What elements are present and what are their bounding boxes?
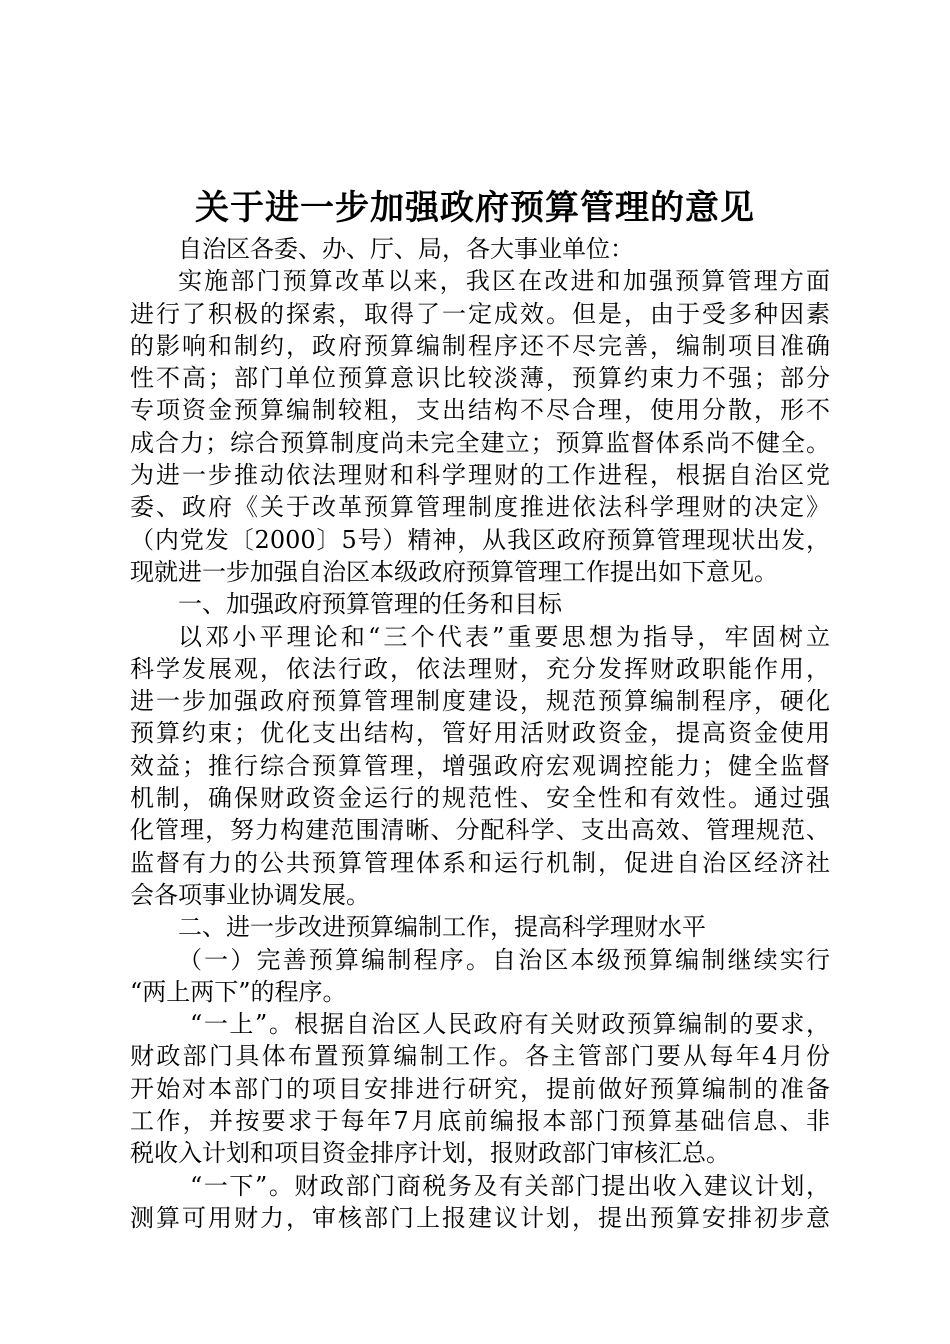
salutation-line: 自治区各委、办、厅、局，各大事业单位： xyxy=(178,235,634,263)
paragraph-line: 进行了积极的探索，取得了一定成效。但是，由于受多种因素 xyxy=(130,299,830,328)
paragraph-line: “一下”。财政部门商税务及有关部门提出收入建议计划， xyxy=(190,1171,830,1200)
document-body xyxy=(130,233,830,1234)
paragraph-line: 测算可用财力，审核部门上报建议计划，提出预算安排初步意 xyxy=(130,1203,830,1232)
paragraph-line: “两上两下”的程序。 xyxy=(130,977,347,1006)
section-heading: 二、进一步改进预算编制工作，提高科学理财水平 xyxy=(178,913,706,942)
paragraph-line: （内党发〔2000〕5号）精神，从我区政府预算管理现状出发， xyxy=(130,525,830,554)
paragraph-line: 税收入计划和项目资金排序计划，报财政部门审核汇总。 xyxy=(130,1139,730,1168)
paragraph-line: 开始对本部门的项目安排进行研究，提前做好预算编制的准备 xyxy=(130,1074,830,1103)
paragraph-line: 委、政府《关于改革预算管理制度推进依法科学理财的决定》 xyxy=(130,493,830,522)
paragraph-line: 专项资金预算编制较粗，支出结构不尽合理，使用分散，形不 xyxy=(130,396,830,425)
paragraph-line: 工作，并按要求于每年7月底前编报本部门预算基础信息、非 xyxy=(130,1107,830,1136)
paragraph-line: 监督有力的公共预算管理体系和运行机制，促进自治区经济社 xyxy=(130,848,830,877)
paragraph-line: 以邓小平理论和“三个代表”重要思想为指导，牢固树立 xyxy=(178,622,830,651)
paragraph-line: 科学发展观，依法行政，依法理财，充分发挥财政职能作用， xyxy=(130,654,830,683)
paragraph-line: 为进一步推动依法理财和科学理财的工作进程，根据自治区党 xyxy=(130,461,830,490)
paragraph-line: 成合力；综合预算制度尚未完全建立；预算监督体系尚不健全。 xyxy=(130,428,830,457)
paragraph-line: 机制，确保财政资金运行的规范性、安全性和有效性。通过强 xyxy=(130,784,830,813)
paragraph-line: 会各项事业协调发展。 xyxy=(130,880,370,909)
document-title: 关于进一步加强政府预算管理的意见 xyxy=(195,188,755,228)
paragraph-line: 实施部门预算改革以来，我区在改进和加强预算管理方面 xyxy=(178,267,830,296)
paragraph-line: 预算约束；优化支出结构，管好用活财政资金，提高资金使用 xyxy=(130,719,830,748)
paragraph-line: 性不高；部门单位预算意识比较淡薄，预算约束力不强；部分 xyxy=(130,364,830,393)
paragraph-line: （一）完善预算编制程序。自治区本级预算编制继续实行 xyxy=(178,945,830,974)
paragraph-line: “一上”。根据自治区人民政府有关财政预算编制的要求， xyxy=(190,1010,830,1039)
section-heading: 一、加强政府预算管理的任务和目标 xyxy=(178,590,562,619)
paragraph-line: 的影响和制约，政府预算编制程序还不尽完善，编制项目准确 xyxy=(130,331,830,360)
paragraph-line: 效益；推行综合预算管理，增强政府宏观调控能力；健全监督 xyxy=(130,751,830,780)
paragraph-line: 现就进一步加强自治区本级政府预算管理工作提出如下意见。 xyxy=(130,557,778,586)
paragraph-line: 进一步加强政府预算管理制度建设，规范预算编制程序，硬化 xyxy=(130,687,830,716)
paragraph-line: 财政部门具体布置预算编制工作。各主管部门要从每年4月份 xyxy=(130,1042,830,1071)
paragraph-line: 化管理，努力构建范围清晰、分配科学、支出高效、管理规范、 xyxy=(130,816,830,845)
